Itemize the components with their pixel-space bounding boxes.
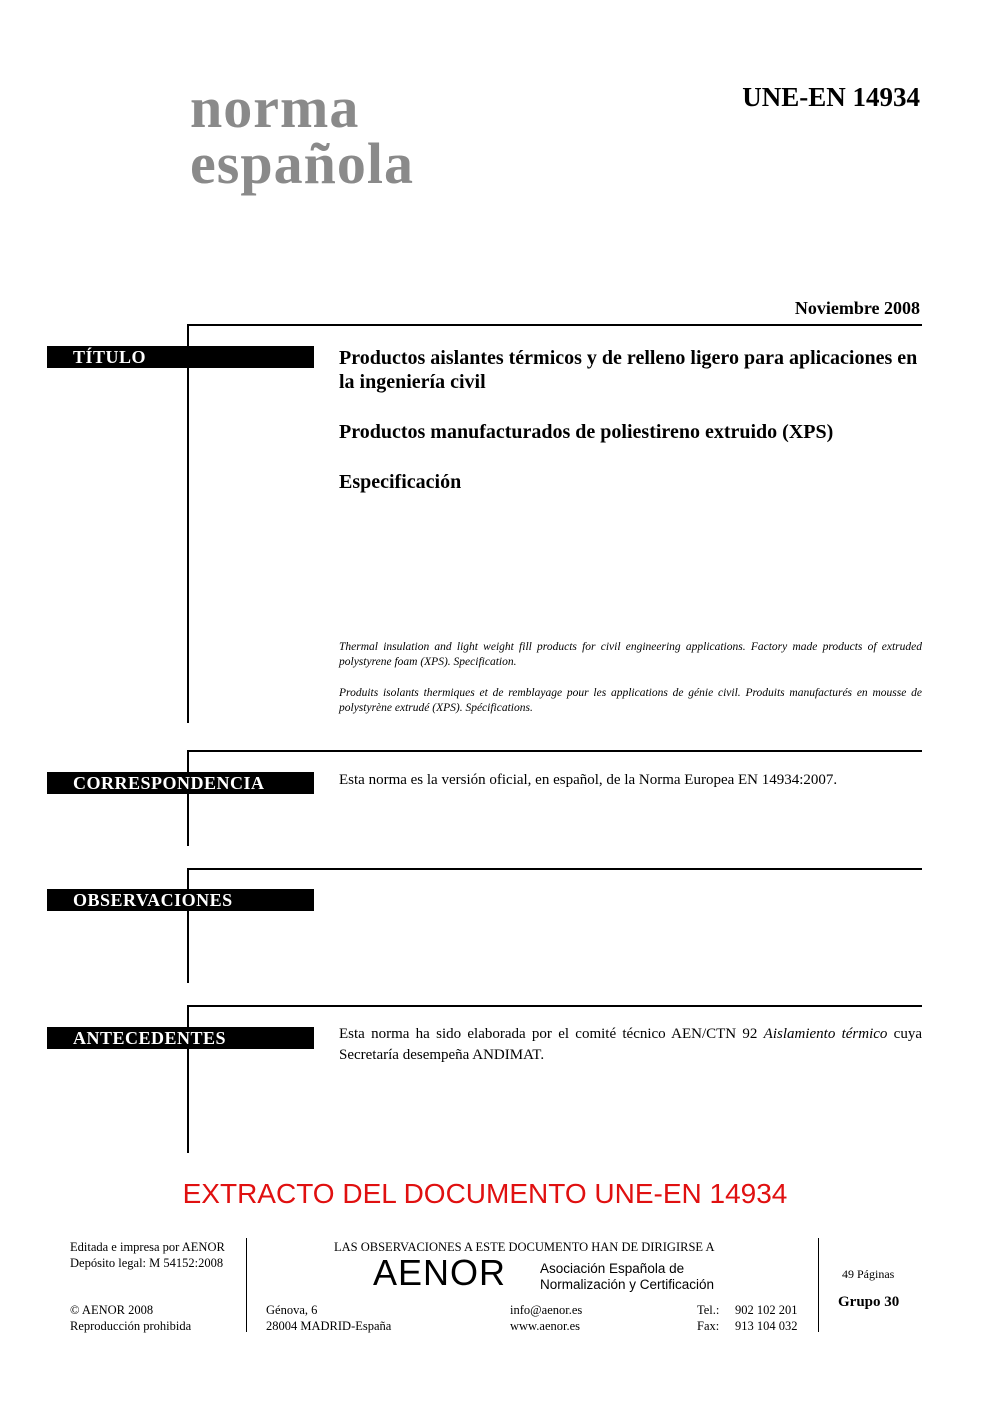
title-line-3: Especificación (339, 471, 462, 493)
section-label-observaciones: OBSERVACIONES (47, 889, 314, 911)
fax-label: Fax: (697, 1319, 720, 1333)
brand-line-1: norma (190, 75, 360, 140)
contact-phone-numbers (735, 1302, 798, 1334)
section-rule-correspondencia (187, 750, 189, 846)
section-rule-observaciones (187, 868, 189, 983)
footer-publisher (70, 1239, 225, 1271)
footer-copyright (70, 1302, 191, 1334)
brand-title (190, 75, 414, 196)
page-count: 49 Páginas (842, 1267, 895, 1281)
committee-name: Aislamiento térmico (763, 1026, 888, 1042)
title-line-2: Productos manufacturados de poliestireno extruido (XPS) (339, 421, 834, 443)
address (266, 1302, 391, 1334)
english-title: Thermal insulation and light weight fill products for civil engineering applications. Factory made products of extruded polystyrene foam (XPS). Specification. (339, 641, 922, 668)
fax-number: 913 104 032 (735, 1319, 798, 1333)
brand-line-2: española (190, 131, 414, 196)
french-title: Produits isolants thermiques et de remblayage pour les applications de génie civil. Produits manufacturés en mousse de polystyrène extrudé (XPS). Spécifications. (339, 687, 922, 714)
section-rule-titulo (187, 324, 189, 723)
antecedentes-text-start: Esta norma ha sido elaborada por el comité técnico AEN/CTN 92 (339, 1026, 764, 1042)
contact-online (510, 1302, 582, 1334)
contact-phone-labels (697, 1302, 719, 1334)
section-divider-correspondencia (187, 750, 922, 752)
section-divider-antecedentes (187, 1005, 922, 1007)
legal-deposit: Depósito legal: M 54152:2008 (70, 1256, 224, 1270)
antecedentes-text-end: cuya Secretaría desempeña ANDIMAT. (339, 1026, 922, 1063)
copyright: © AENOR 2008 (70, 1303, 154, 1317)
org-line-2: Normalización y Certificación (540, 1277, 715, 1292)
tel-number: 902 102 201 (735, 1303, 798, 1317)
reproduction-notice: Reproducción prohibida (70, 1319, 192, 1333)
edited-by: Editada e impresa por AENOR (70, 1240, 225, 1254)
section-label-correspondencia: CORRESPONDENCIA (47, 772, 314, 794)
footer-divider-right (818, 1238, 819, 1332)
tel-label: Tel.: (697, 1303, 720, 1317)
publication-date: Noviembre 2008 (794, 298, 920, 318)
aenor-organization (540, 1261, 714, 1293)
document-code: UNE-EN 14934 (742, 82, 920, 112)
price-group: Grupo 30 (838, 1294, 900, 1310)
section-label-antecedentes: ANTECEDENTES (47, 1027, 314, 1049)
email-link[interactable]: info@aenor.es (510, 1303, 583, 1317)
section-label-titulo: TÍTULO (47, 346, 314, 368)
aenor-logo: AENOR (373, 1252, 507, 1293)
title-line-1: Productos aislantes térmicos y de relleno ligero para aplicaciones en la ingeniería civil (339, 347, 918, 393)
section-divider-titulo (187, 324, 922, 326)
extract-notice: EXTRACTO DEL DOCUMENTO UNE-EN 14934 (182, 1178, 788, 1209)
section-divider-observaciones (187, 868, 922, 870)
address-line-1: Génova, 6 (266, 1303, 318, 1317)
footer-divider-left (246, 1238, 247, 1332)
address-line-2: 28004 MADRID-España (266, 1319, 392, 1333)
document-title (339, 346, 922, 520)
correspondencia-text: Esta norma es la versión oficial, en español, de la Norma Europea EN 14934:2007. (339, 772, 838, 788)
org-line-1: Asociación Española de (540, 1261, 685, 1276)
observations-note: LAS OBSERVACIONES A ESTE DOCUMENTO HAN DE DIRIGIRSE A (334, 1240, 715, 1254)
web-link[interactable]: www.aenor.es (510, 1319, 581, 1333)
antecedentes-text (339, 1024, 922, 1066)
